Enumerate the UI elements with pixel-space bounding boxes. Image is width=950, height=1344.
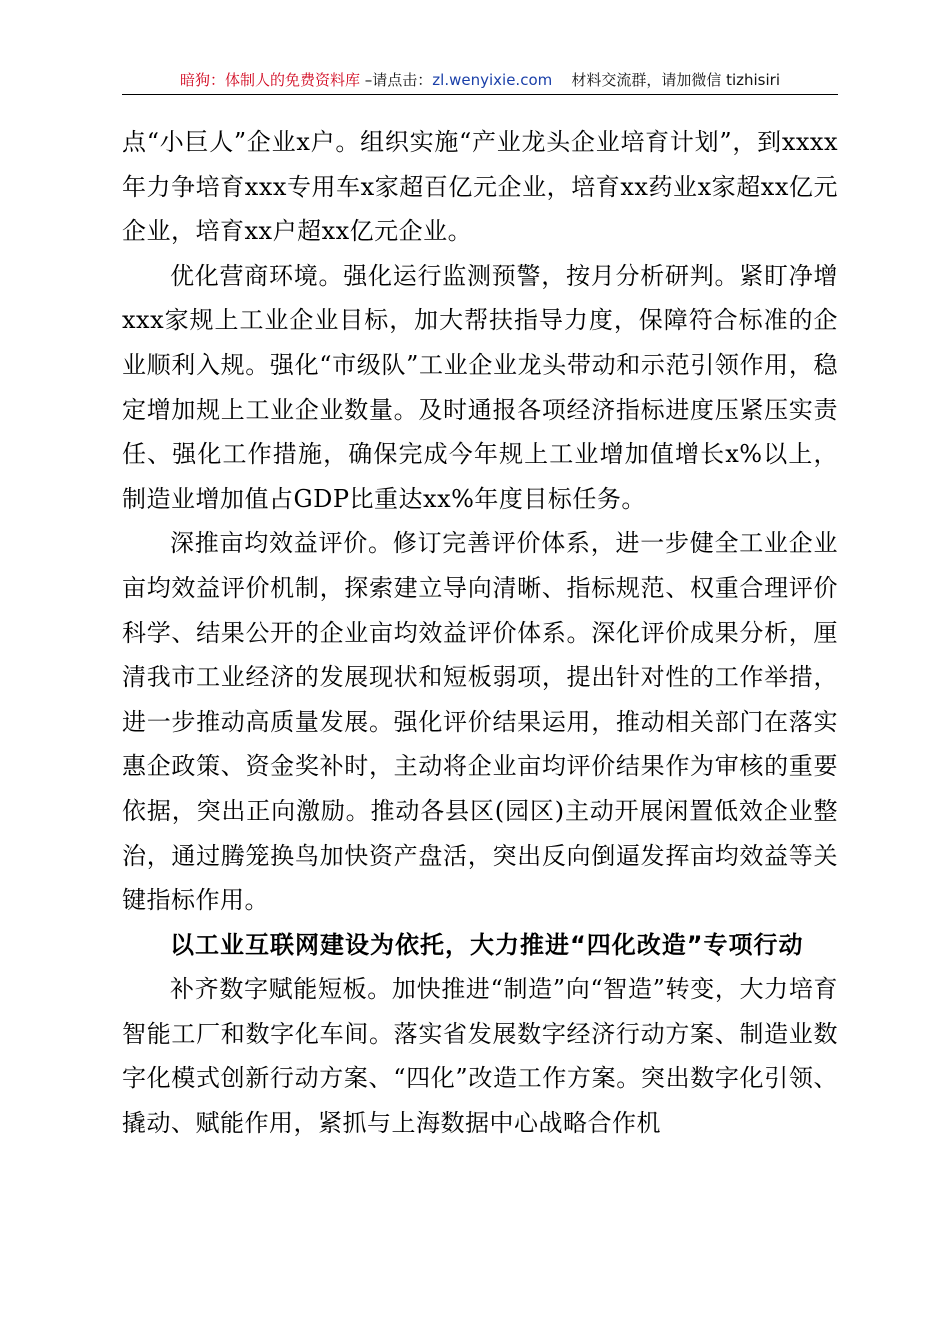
paragraph-4-text: 加快推进“制造”向“智造”转变，大力培育智能工厂和数字化车间。落实省发展数字经济行动方案、制造业数字化模式创新行动方案、“四化”改造工作方案。突出数字化引领、撬动、赋能作用，紧抓与上海数据中心战略合作机 — [122, 975, 838, 1138]
paragraph-2-lead: 优化营商环境。 — [170, 261, 344, 290]
page-header — [122, 66, 838, 95]
paragraph-3-text: 修订完善评价体系，进一步健全工业企业亩均效益评价机制，探索建立导向清晰、指标规范、权重合理评价科学、结果公开的企业亩均效益评价体系。深化评价成果分析，厘清我市工业经济的发展现状和短板弱项，提出针对性的工作举措，进一步推动高质量发展。强化评价结果运用，推动相关部门在落实惠企政策、资金奖补时，主动将企业亩均评价结果作为审核的重要依据，突出正向激励。推动各县区(园区)主动开展闲置低效企业整治，通过腾笼换鸟加快资产盘活，突出反向倒逼发挥亩均效益等关键指标作用。 — [122, 529, 838, 915]
paragraph-1: 点“小巨人”企业x户。组织实施“产业龙头企业培育计划”，到xxxx年力争培育xxx专用车x家超百亿元企业，培育xx药业x家超xx亿元企业，培育xx户超xx亿元企业。 — [122, 128, 838, 246]
header-group-note: 材料交流群，请加微信 tizhisiri — [571, 71, 780, 89]
header-url-link[interactable]: zl.wenyixie.com — [432, 71, 553, 89]
section-heading: 以工业互联网建设为依托，大力推进“四化改造”专项行动 — [170, 930, 804, 959]
paragraph-4-lead: 补齐数字赋能短板。 — [170, 975, 392, 1004]
paragraph-3 — [122, 521, 838, 922]
paragraph-2 — [122, 254, 838, 522]
paragraph-4 — [122, 967, 838, 1145]
paragraph-3-lead: 深推亩均效益评价。 — [170, 529, 393, 558]
header-site-name: 暗狗：体制人的免费资料库 — [180, 71, 361, 89]
document-body — [122, 120, 838, 1146]
header-click-prompt: –请点击： — [360, 71, 433, 89]
paragraph-2-text: 强化运行监测预警，按月分析研判。紧盯净增xxx家规上工业企业目标，加大帮扶指导力度，保障符合标准的企业顺利入规。强化“市级队”工业企业龙头带动和示范引领作用，稳定增加规上工业企业数量。及时通报各项经济指标进度压紧压实责任、强化工作措施，确保完成今年规上工业增加值增长x%以上，制造业增加值占GDP比重达xx%年度目标任务。 — [122, 261, 838, 513]
